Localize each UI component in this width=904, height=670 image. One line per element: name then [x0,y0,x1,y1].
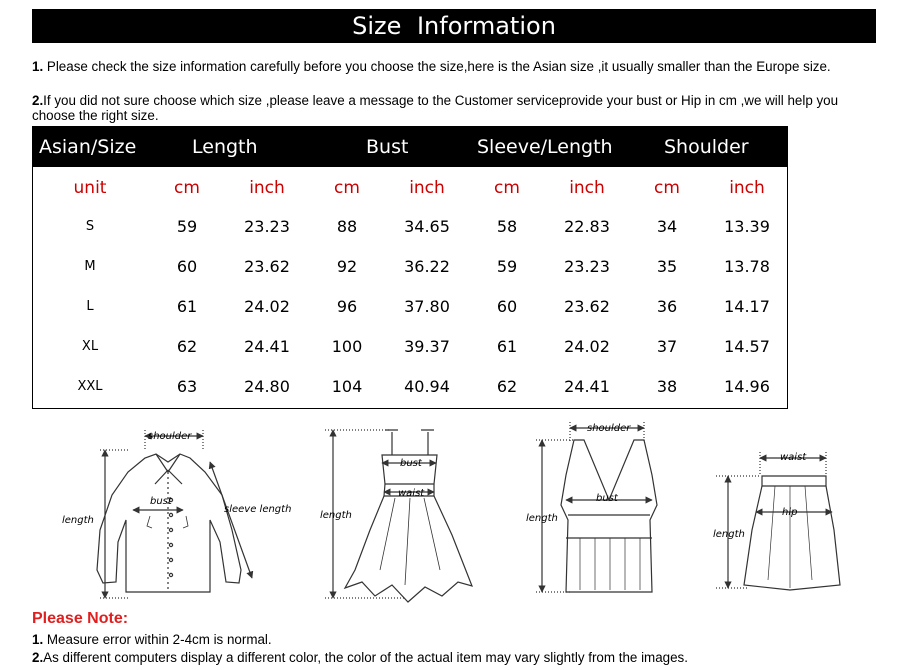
shirt-shoulder-label: shoulder [148,431,192,442]
cell: inch [729,178,765,198]
cell: 38 [656,377,678,396]
tank-bust-label: bust [596,493,618,504]
shirt-bust-label: bust [150,496,172,507]
cell: 104 [331,377,363,396]
note-text: Please check the size information carefully before you choose the size,here is the Asian size ,it usually smaller than the Europe size. [43,59,831,74]
note-number: 2. [32,650,44,665]
cell: inch [569,178,605,198]
cell: 35 [656,257,678,276]
cell: S [85,219,95,234]
cell: 23.62 [244,257,290,276]
cell: M [84,259,96,274]
note-text: If you did not sure choose which size ,please leave a message to the Customer serviceprovide your bust or Hip in cm ,we will help you choose the right size. [32,93,839,123]
cell: 60 [496,297,518,316]
note-check-size [32,59,892,74]
size-table [32,126,788,409]
cell: 60 [176,257,198,276]
cell: 24.80 [244,377,290,396]
cell: 59 [496,257,518,276]
cell: 24.41 [244,337,290,356]
table-row [33,247,787,287]
table-row [33,207,787,247]
dress-waist-label: waist [398,488,425,499]
skirt-hip-label: hip [782,507,798,518]
measurement-diagrams [0,420,904,610]
cell: 13.78 [724,257,770,276]
table-row [33,287,787,327]
cell: 14.17 [724,297,770,316]
cell: 24.02 [244,297,290,316]
cell: inch [409,178,445,198]
cell: 62 [496,377,518,396]
cell: 34 [656,217,678,236]
please-note-heading: Please Note: [32,610,129,627]
cell: L [86,299,94,314]
cell: XL [81,339,99,354]
note-number: 2. [32,93,44,108]
cell: 88 [336,217,358,236]
cell: 63 [176,377,198,396]
cell: 58 [496,217,518,236]
cell: 62 [176,337,198,356]
table-row [33,367,787,407]
cell: 14.57 [724,337,770,356]
cell: XXL [77,379,103,394]
cell: 13.39 [724,217,770,236]
cell: 59 [176,217,198,236]
skirt-waist-label: waist [780,452,807,463]
cell: unit [73,178,107,198]
cell: 24.41 [564,377,610,396]
garment-illustrations [0,420,904,610]
shirt-length-label: length [62,515,94,526]
table-row [33,327,787,367]
cell: 23.23 [244,217,290,236]
note-number: 1. [32,59,44,74]
cell: cm [654,178,680,198]
cell: 39.37 [404,337,450,356]
header-asian-size: Asian/Size [39,136,137,158]
tank-shoulder-label: shoulder [587,423,631,434]
footer-note-color [32,650,688,665]
footer-note-measure-error [32,632,272,647]
cell: 92 [336,257,358,276]
skirt-diagram [716,452,840,590]
cell: 24.02 [564,337,610,356]
cell: 22.83 [564,217,610,236]
cell: 23.62 [564,297,610,316]
cell: 40.94 [404,377,450,396]
cell: 100 [331,337,363,356]
cell: 61 [496,337,518,356]
header-length: Length [192,136,258,158]
note-number: 1. [32,632,44,647]
cell: cm [494,178,520,198]
header-sleeve-length: Sleeve/Length [477,136,613,158]
page-title: Size Information [32,9,876,43]
cell: 34.65 [404,217,450,236]
header-shoulder: Shoulder [664,136,749,158]
cell: 96 [336,297,358,316]
dress-bust-label: bust [400,458,422,469]
cell: 14.96 [724,377,770,396]
cell: 36 [656,297,678,316]
unit-row [33,168,787,208]
cell: cm [334,178,360,198]
cell: 23.23 [564,257,610,276]
dress-length-label: length [320,510,352,521]
table-header [33,127,787,167]
note-text: As different computers display a different color, the color of the actual item may vary slightly from the images. [43,650,688,665]
cell: inch [249,178,285,198]
note-contact-service [32,93,872,123]
cell: 37.80 [404,297,450,316]
cell: 61 [176,297,198,316]
cell: 36.22 [404,257,450,276]
cell: 37 [656,337,678,356]
tank-length-label: length [526,513,558,524]
tank-diagram [536,422,657,592]
note-text: Measure error within 2-4cm is normal. [43,632,272,647]
skirt-length-label: length [713,529,745,540]
shirt-sleeve-label: sleeve length [224,504,292,515]
cell: cm [174,178,200,198]
header-bust: Bust [366,136,409,158]
